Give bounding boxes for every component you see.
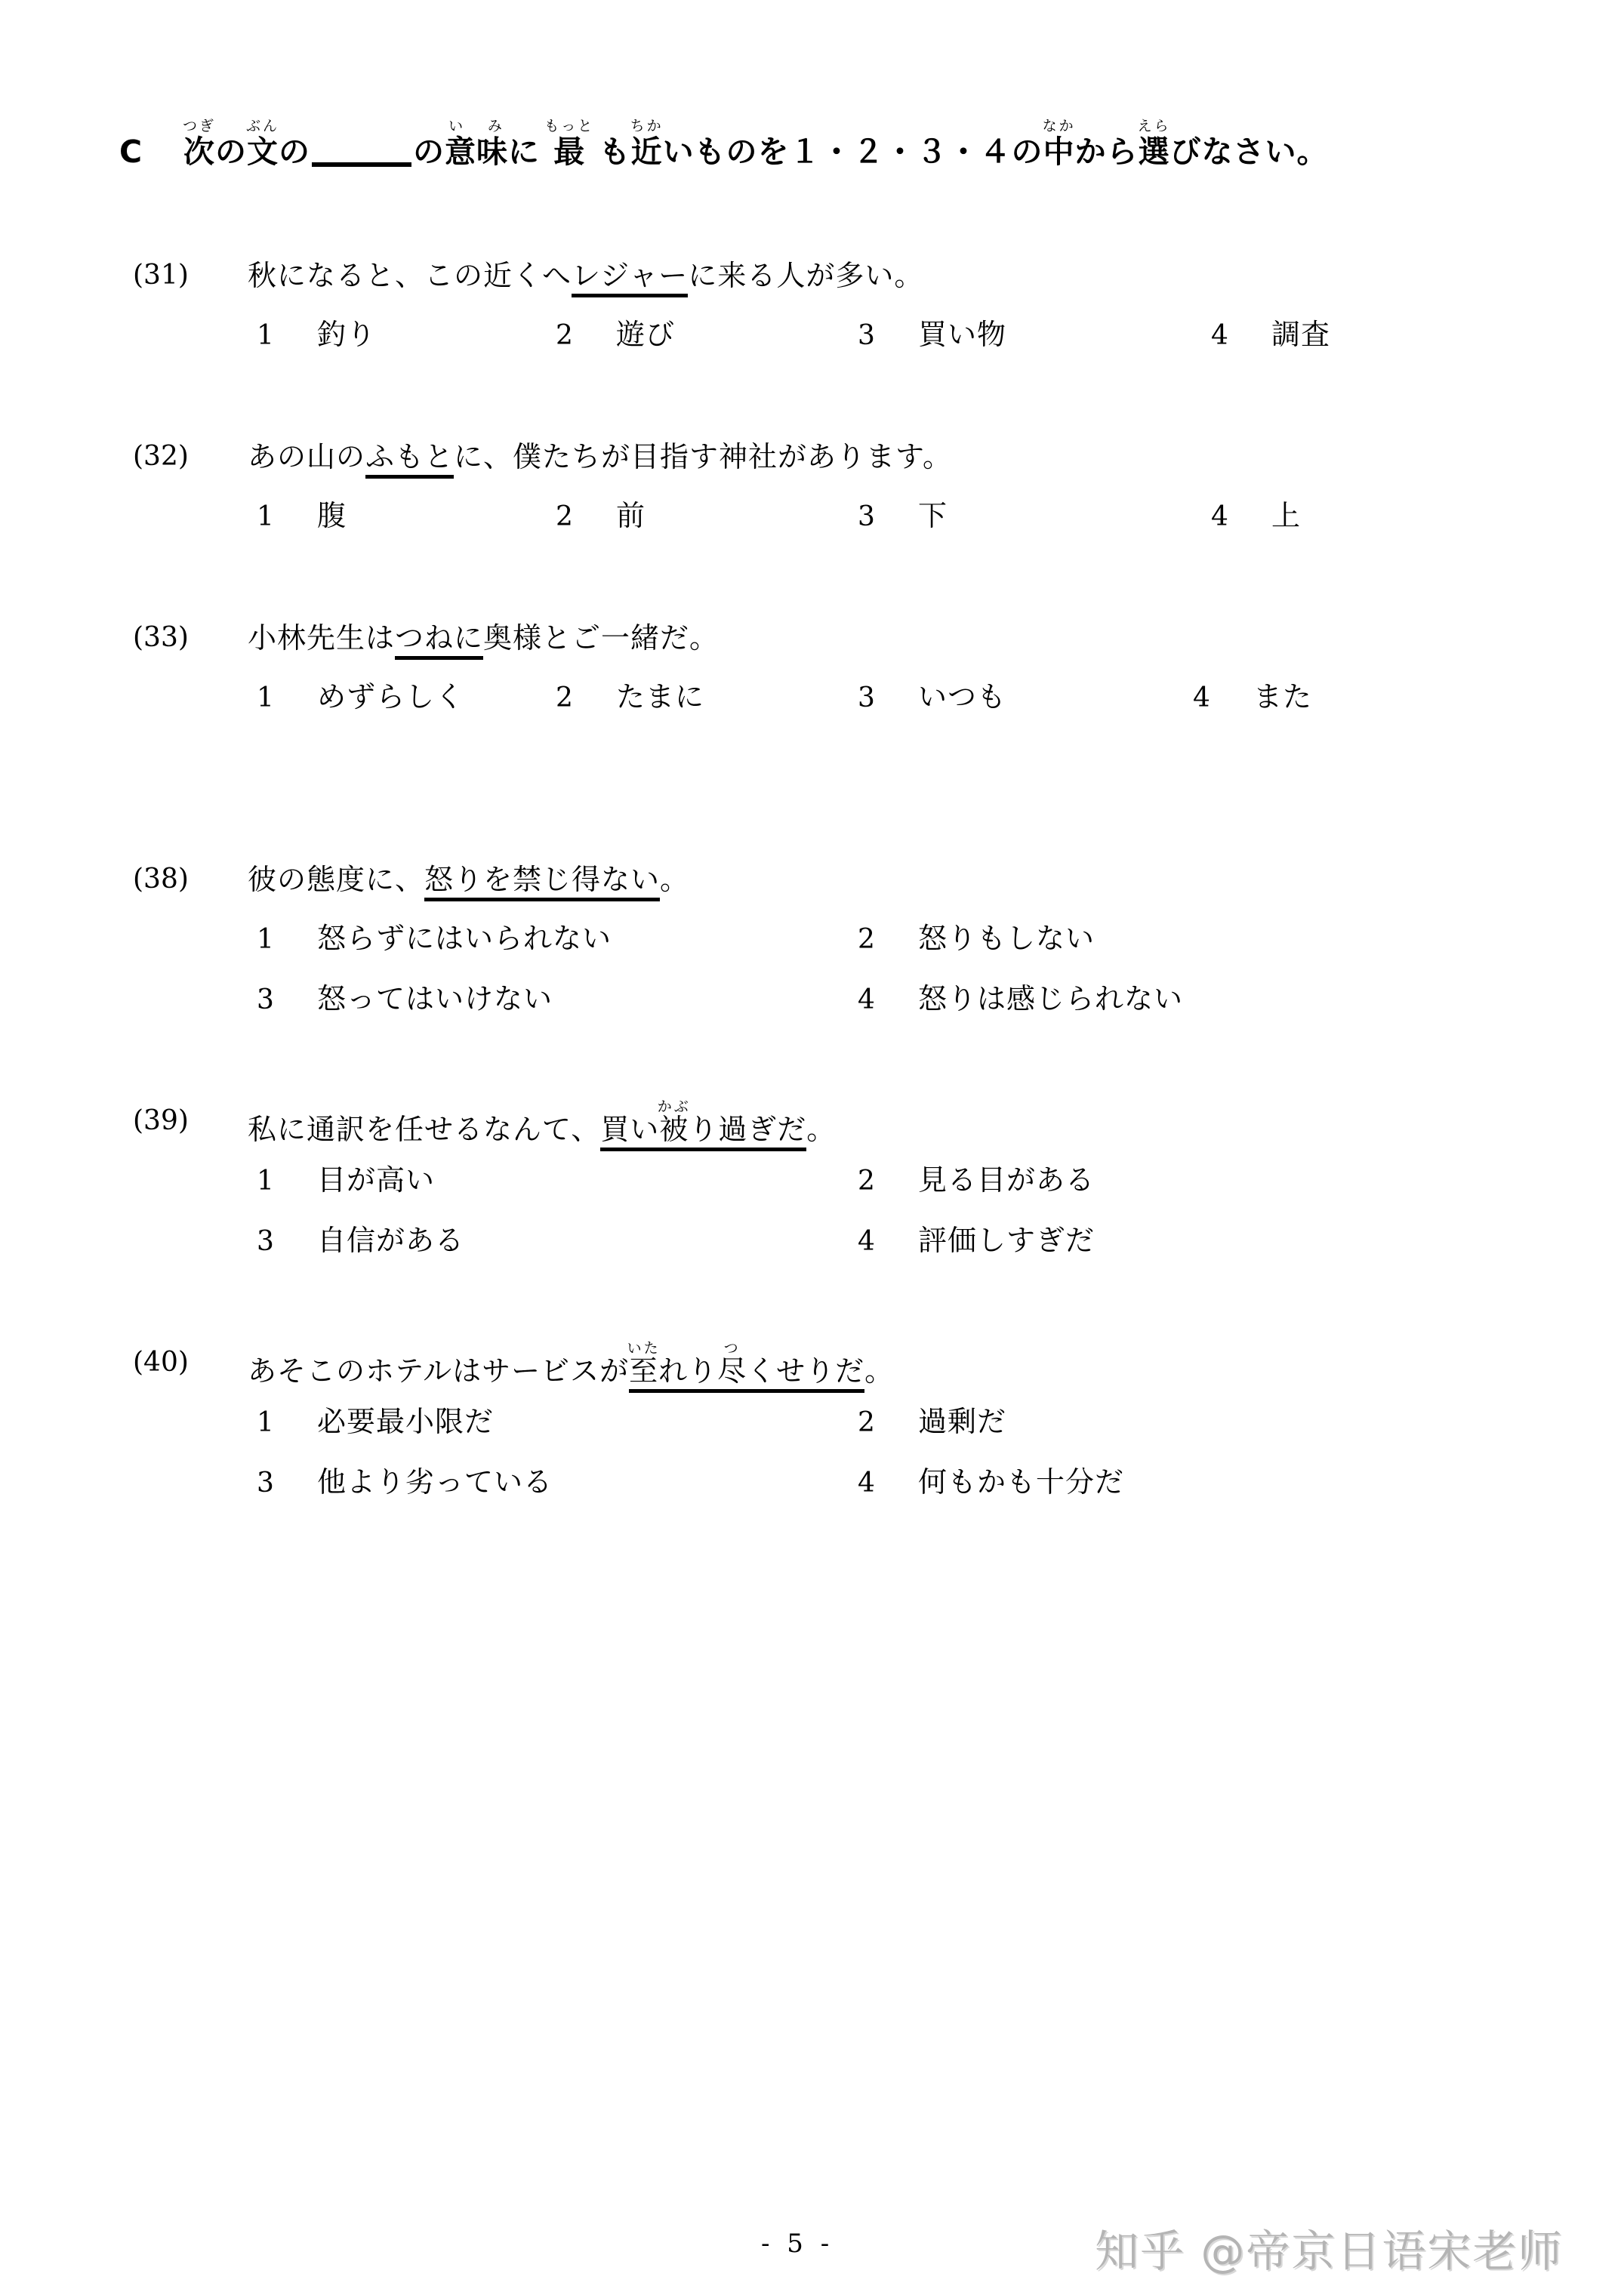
underlined-target: 至いたれり尽つくせりだ: [629, 1354, 864, 1393]
option-3[interactable]: 3 買い物: [858, 318, 1007, 351]
option-2[interactable]: 2 遊び: [556, 318, 676, 351]
underlined-target: つねに: [395, 621, 483, 660]
option-2[interactable]: 2 たまに: [556, 680, 705, 713]
option-2[interactable]: 2 過剰だ: [858, 1405, 1007, 1438]
ruby-era: 選えら: [1137, 118, 1171, 170]
question-text: あの山のふもとに、僕たちが目指す神社があります。: [248, 434, 952, 479]
section-instruction: C 次つぎの文ぶんの の意味い みに 最もっと も近ちかいものを１・２・３・４の中なかから選えらびなさい。: [119, 118, 1329, 186]
question-text: 小林先生はつねに奥様とご一緒だ。: [248, 615, 719, 661]
question-text: あそこのホテルはサービスが至いたれり尽つくせりだ。: [248, 1340, 894, 1394]
option-4[interactable]: 4 怒りは感じられない: [858, 982, 1184, 1015]
option-3[interactable]: 3 下: [858, 499, 948, 532]
watermark: 知乎 @帝京日语宋老师: [1095, 2226, 1564, 2277]
option-3[interactable]: 3 怒ってはいけない: [257, 982, 553, 1015]
option-1[interactable]: 1 釣り: [257, 318, 377, 351]
section-letter: C: [119, 134, 143, 170]
ruby-naka: 中なか: [1042, 118, 1076, 170]
page-number: - 5 -: [761, 2229, 834, 2259]
option-1[interactable]: 1 目が高い: [257, 1163, 436, 1197]
question-text: 秋になると、この近くへレジャーに来る人が多い。: [248, 253, 923, 298]
option-2[interactable]: 2 見る目がある: [858, 1163, 1096, 1197]
question-number: (38): [133, 864, 189, 895]
ruby-motto: 最もっと: [544, 118, 595, 170]
option-1[interactable]: 1 腹: [257, 499, 347, 532]
option-3[interactable]: 3 自信がある: [257, 1224, 465, 1257]
option-4[interactable]: 4 調査: [1211, 318, 1331, 351]
option-3[interactable]: 3 いつも: [858, 680, 1007, 713]
underlined-target: ふもと: [365, 440, 454, 479]
blank-underline: [312, 162, 411, 167]
question-number: (39): [133, 1105, 189, 1136]
ruby-kabu: 被かぶ: [657, 1098, 691, 1146]
underlined-target: 買い被かぶり過ぎだ: [600, 1113, 806, 1151]
ruby-ita: 至いた: [627, 1340, 661, 1388]
option-4[interactable]: 4 評価しすぎだ: [858, 1224, 1096, 1257]
ruby-imi: 意味い み: [445, 118, 508, 170]
question-number: (32): [133, 441, 189, 472]
ruby-tsu: 尽つ: [717, 1340, 747, 1388]
underlined-target: 怒りを禁じ得ない: [424, 863, 660, 901]
option-3[interactable]: 3 他より劣っている: [257, 1465, 553, 1499]
option-1[interactable]: 1 必要最小限だ: [257, 1405, 495, 1438]
ruby-chika: 近ちか: [630, 118, 664, 170]
question-text: 彼の態度に、怒りを禁じ得ない。: [248, 857, 689, 902]
option-4[interactable]: 4 上: [1211, 499, 1302, 532]
option-4[interactable]: 4 また: [1193, 680, 1313, 713]
question-number: (31): [133, 260, 189, 291]
question-number: (33): [133, 622, 189, 653]
question-number: (40): [133, 1347, 189, 1378]
option-1[interactable]: 1 怒らずにはいられない: [257, 922, 612, 955]
underlined-target: レジャー: [572, 259, 688, 297]
ruby-tsugi: 次つぎ: [183, 118, 217, 170]
option-2[interactable]: 2 前: [556, 499, 646, 532]
question-text: 私に通訳を任せるなんて、買い被かぶり過ぎだ。: [248, 1098, 836, 1152]
option-4[interactable]: 4 何もかも十分だ: [858, 1465, 1125, 1499]
option-2[interactable]: 2 怒りもしない: [858, 922, 1096, 955]
option-1[interactable]: 1 めずらしく: [257, 680, 465, 713]
ruby-bun: 文ぶん: [246, 118, 280, 170]
